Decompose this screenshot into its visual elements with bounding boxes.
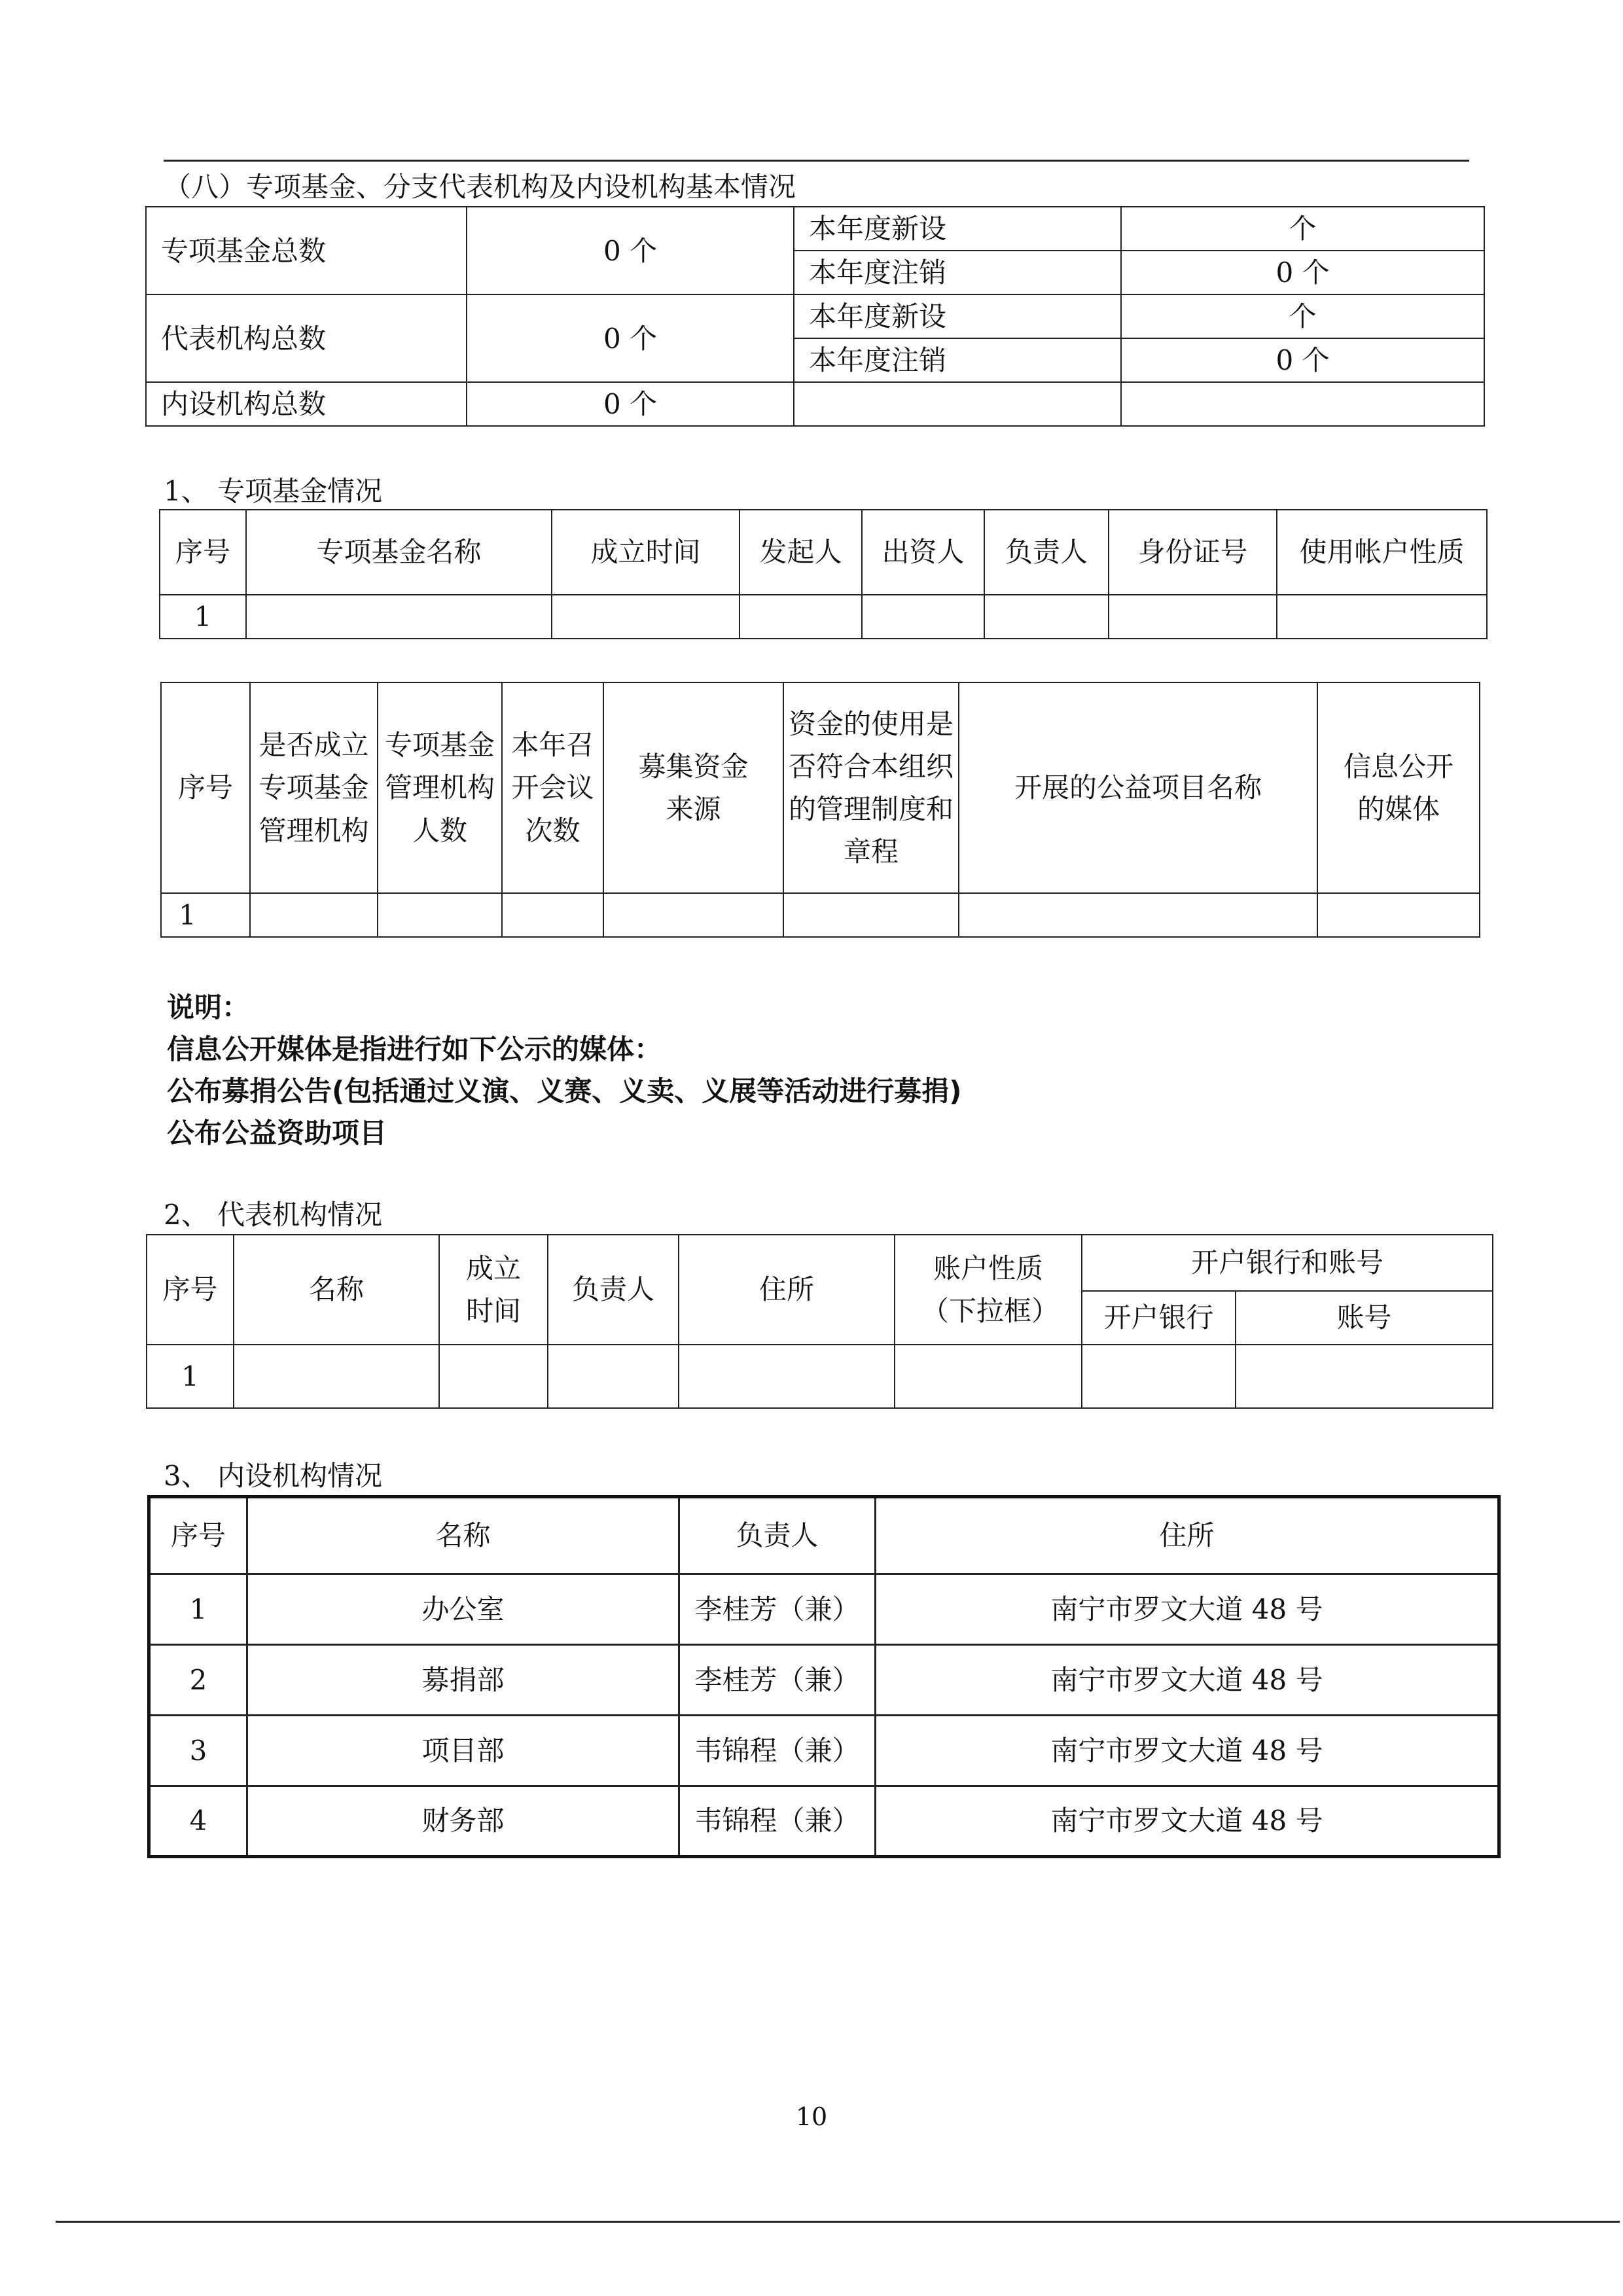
internal-header: 负责人 (679, 1497, 876, 1574)
table-row (149, 1645, 1499, 1716)
internal-header: 序号 (149, 1497, 247, 1574)
row-number: 1 (160, 595, 246, 639)
dept-address: 南宁市罗文大道 48 号 (876, 1786, 1499, 1857)
empty-cell (246, 595, 552, 639)
fund-detail-table (160, 682, 1480, 938)
rep-header: 账户性质（下拉框） (895, 1235, 1082, 1345)
internal-title: 3、 内设机构情况 (164, 1460, 383, 1492)
top-rule (164, 160, 1469, 162)
summary-cancel-label: 本年度注销 (794, 338, 1121, 382)
fund-header: 专项基金名称 (246, 510, 552, 595)
summary-new-value: 个 (1121, 294, 1484, 338)
empty-cell (740, 595, 862, 639)
empty-cell (984, 595, 1109, 639)
fund-header: 成立时间 (552, 510, 740, 595)
rep-table (146, 1234, 1493, 1409)
rep-header: 序号 (147, 1235, 234, 1345)
dept-address: 南宁市罗文大道 48 号 (876, 1645, 1499, 1716)
rep-title: 2、 代表机构情况 (164, 1199, 383, 1231)
dept-address: 南宁市罗文大道 48 号 (876, 1716, 1499, 1786)
table-row (149, 1574, 1499, 1645)
note-line: 公布公益资助项目 (167, 1117, 387, 1149)
fund-detail-header: 专项基金管理机构人数 (378, 682, 502, 893)
row-number: 1 (161, 893, 250, 937)
note-line: 公布募捐公告(包括通过义演、义赛、义卖、义展等活动进行募捐) (167, 1075, 962, 1107)
fund-detail-header: 资金的使用是否符合本组织的管理制度和章程 (783, 682, 959, 893)
summary-cancel-value: 0 个 (1121, 338, 1484, 382)
rep-header: 开户银行和账号 (1082, 1235, 1493, 1291)
fund-header: 身份证号 (1109, 510, 1277, 595)
empty-cell (552, 595, 740, 639)
note-line: 说明： (167, 991, 250, 1023)
empty-cell (1109, 595, 1277, 639)
fund-detail-header: 序号 (161, 682, 250, 893)
fund-title: 1、 专项基金情况 (164, 475, 383, 507)
rep-header: 名称 (234, 1235, 439, 1345)
dept-head: 李桂芳（兼） (679, 1645, 876, 1716)
summary-table (145, 206, 1485, 427)
fund-detail-header: 是否成立专项基金管理机构 (250, 682, 378, 893)
fund-table (159, 509, 1488, 639)
dept-head: 韦锦程（兼） (679, 1716, 876, 1786)
empty-cell (794, 382, 1121, 426)
internal-total-value: 0 个 (467, 382, 794, 426)
empty-cell (378, 893, 502, 937)
empty-cell (250, 893, 378, 937)
empty-cell (234, 1345, 439, 1408)
empty-cell (959, 893, 1317, 937)
empty-cell (1236, 1345, 1493, 1408)
fund-header: 序号 (160, 510, 246, 595)
fund-header: 发起人 (740, 510, 862, 595)
empty-cell (548, 1345, 679, 1408)
summary-label: 代表机构总数 (146, 294, 467, 382)
dept-head: 韦锦程（兼） (679, 1786, 876, 1857)
rep-subheader: 开户银行 (1082, 1291, 1236, 1345)
note-block (167, 987, 961, 1154)
rep-header: 成立时间 (439, 1235, 548, 1345)
row-number: 2 (149, 1645, 247, 1716)
fund-header: 使用帐户性质 (1277, 510, 1487, 595)
summary-new-value: 个 (1121, 207, 1484, 251)
row-number: 3 (149, 1716, 247, 1786)
empty-cell (895, 1345, 1082, 1408)
fund-detail-header: 信息公开的媒体 (1317, 682, 1480, 893)
section8-title: （八）专项基金、分支代表机构及内设机构基本情况 (164, 171, 796, 203)
internal-table (147, 1495, 1501, 1858)
summary-value: 0 个 (467, 207, 794, 294)
row-number: 4 (149, 1786, 247, 1857)
dept-head: 李桂芳（兼） (679, 1574, 876, 1645)
note-line: 信息公开媒体是指进行如下公示的媒体： (167, 1033, 662, 1065)
summary-value: 0 个 (467, 294, 794, 382)
dept-name: 办公室 (247, 1574, 679, 1645)
summary-cancel-label: 本年度注销 (794, 251, 1121, 294)
empty-cell (1121, 382, 1484, 426)
table-row (149, 1786, 1499, 1857)
empty-cell (1082, 1345, 1236, 1408)
fund-header: 负责人 (984, 510, 1109, 595)
summary-cancel-value: 0 个 (1121, 251, 1484, 294)
fund-detail-header: 开展的公益项目名称 (959, 682, 1317, 893)
rep-subheader: 账号 (1236, 1291, 1493, 1345)
rep-header: 住所 (679, 1235, 895, 1345)
rep-header: 负责人 (548, 1235, 679, 1345)
internal-header: 名称 (247, 1497, 679, 1574)
row-number: 1 (149, 1574, 247, 1645)
row-number: 1 (147, 1345, 234, 1408)
summary-label: 专项基金总数 (146, 207, 467, 294)
empty-cell (502, 893, 603, 937)
fund-detail-header: 募集资金来源 (603, 682, 783, 893)
internal-header: 住所 (876, 1497, 1499, 1574)
dept-name: 项目部 (247, 1716, 679, 1786)
empty-cell (603, 893, 783, 937)
dept-address: 南宁市罗文大道 48 号 (876, 1574, 1499, 1645)
empty-cell (862, 595, 984, 639)
fund-detail-header: 本年召开会议次数 (502, 682, 603, 893)
summary-new-label: 本年度新设 (794, 207, 1121, 251)
empty-cell (1317, 893, 1480, 937)
empty-cell (1277, 595, 1487, 639)
empty-cell (783, 893, 959, 937)
page-number: 10 (795, 2102, 828, 2131)
internal-total-label: 内设机构总数 (146, 382, 467, 426)
bottom-rule (56, 2221, 1620, 2223)
summary-new-label: 本年度新设 (794, 294, 1121, 338)
dept-name: 财务部 (247, 1786, 679, 1857)
table-row (149, 1716, 1499, 1786)
fund-header: 出资人 (862, 510, 984, 595)
empty-cell (439, 1345, 548, 1408)
empty-cell (679, 1345, 895, 1408)
dept-name: 募捐部 (247, 1645, 679, 1716)
